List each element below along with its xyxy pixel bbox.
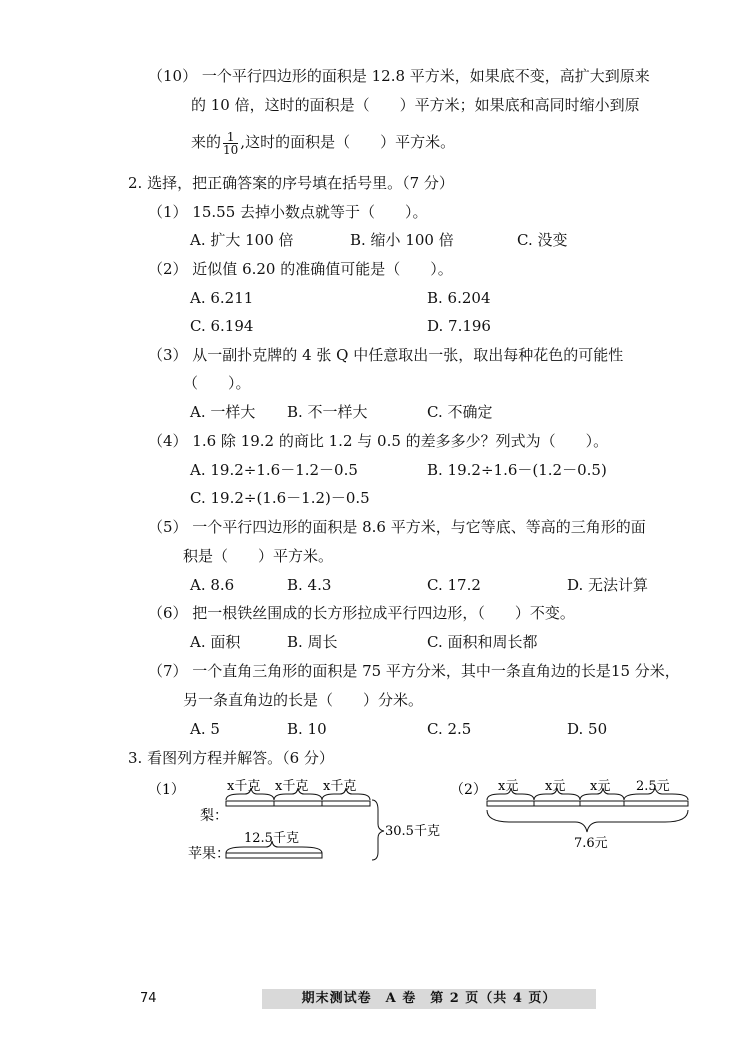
q2-7-text2: 另一条直角边的长是（ ）分米。 bbox=[183, 691, 424, 709]
q2-7-option-b: B. 10 bbox=[287, 720, 327, 738]
q2-1-text: （1） 15.55 去掉小数点就等于（ ）。 bbox=[148, 203, 428, 221]
fig2-total: 7.6元 bbox=[574, 836, 608, 851]
q2-6-option-a: A. 面积 bbox=[190, 633, 241, 651]
diagrams bbox=[0, 770, 738, 890]
fig2-x3: x元 bbox=[590, 779, 611, 794]
q2-4-option-b: B. 19.2÷1.6－(1.2－0.5) bbox=[427, 461, 607, 479]
pear-bar bbox=[226, 801, 370, 806]
footer-caption: 期末测试卷 A 卷 第 2 页（共 4 页） bbox=[262, 989, 596, 1009]
page-number: 74 bbox=[140, 991, 157, 1006]
q2-3-text: （3） 从一副扑克牌的 4 张 Q 中任意取出一张，取出每种花色的可能性 bbox=[148, 346, 624, 364]
q10-line3-pre: 来的 bbox=[191, 133, 222, 151]
q2-7-text: （7） 一个直角三角形的面积是 75 平方分米，其中一条直角边的长是15 分米， bbox=[148, 662, 680, 680]
fig1-apple-amount: 12.5千克 bbox=[244, 831, 299, 846]
q2-2-text: （2） 近似值 6.20 的准确值可能是（ ）。 bbox=[148, 260, 453, 278]
fraction bbox=[223, 131, 238, 156]
q2-3-option-b: B. 不一样大 bbox=[287, 403, 368, 421]
fig2-label: （2） bbox=[450, 782, 487, 798]
q2-7-option-a: A. 5 bbox=[190, 720, 220, 738]
q2-5-text2: 积是（ ）平方米。 bbox=[183, 547, 334, 565]
q2-4-option-c: C. 19.2÷(1.6－1.2)－0.5 bbox=[190, 489, 370, 507]
q10-line2: 的 10 倍，这时的面积是（ ）平方米；如果底和高同时缩小到原 bbox=[191, 96, 640, 114]
q2-7-option-c: C. 2.5 bbox=[427, 720, 472, 738]
q2-5-option-d: D. 无法计算 bbox=[567, 576, 649, 594]
section3-heading: 3. 看图列方程并解答。（6 分） bbox=[128, 749, 334, 767]
fig2-extra: 2.5元 bbox=[636, 779, 670, 794]
fig1-total: 30.5千克 bbox=[385, 824, 440, 839]
q2-5-option-a: A. 8.6 bbox=[190, 576, 235, 594]
q2-6-option-b: B. 周长 bbox=[287, 633, 338, 651]
q2-7-option-d: D. 50 bbox=[567, 720, 608, 738]
fig1-apple-label: 苹果： bbox=[188, 846, 230, 862]
q2-5-option-b: B. 4.3 bbox=[287, 576, 332, 594]
q2-6-text: （6） 把一根铁丝围成的长方形拉成平行四边形，（ ）不变。 bbox=[148, 604, 575, 622]
q2-2-option-d: D. 7.196 bbox=[427, 317, 491, 335]
section2-heading: 2. 选择，把正确答案的序号填在括号里。（7 分） bbox=[128, 174, 454, 192]
q10-line1: （10） 一个平行四边形的面积是 12.8 平方米，如果底不变，高扩大到原来 bbox=[148, 67, 650, 85]
fraction-numerator: 1 bbox=[223, 131, 238, 144]
fraction-denominator: 10 bbox=[223, 142, 239, 157]
fig1-x1: x千克 bbox=[227, 779, 261, 794]
q10-line3 bbox=[191, 127, 455, 157]
q2-3-text2: （ ）。 bbox=[183, 374, 251, 392]
q2-4-text: （4） 1.6 除 19.2 的商比 1.2 与 0.5 的差多多少？列式为（ ）。 bbox=[148, 432, 609, 450]
fig1-label: （1） bbox=[148, 782, 185, 798]
q10-line3-post: ,这时的面积是（ ）平方米。 bbox=[240, 133, 456, 151]
brace-total bbox=[372, 800, 384, 860]
q2-1-option-a: A. 扩大 100 倍 bbox=[190, 231, 294, 249]
q2-2-option-c: C. 6.194 bbox=[190, 317, 254, 335]
brace-fig2-total bbox=[487, 810, 688, 832]
fig2-x2: x元 bbox=[545, 779, 566, 794]
q2-2-option-a: A. 6.211 bbox=[190, 289, 254, 307]
q2-3-option-c: C. 不确定 bbox=[427, 403, 493, 421]
fig2-bar bbox=[487, 801, 688, 806]
q2-1-option-c: C. 没变 bbox=[517, 231, 568, 249]
q2-3-option-a: A. 一样大 bbox=[190, 403, 256, 421]
apple-bar bbox=[226, 853, 322, 858]
fig1-pear-label: 梨： bbox=[200, 808, 228, 824]
fig1-x3: x千克 bbox=[323, 779, 357, 794]
q2-2-option-b: B. 6.204 bbox=[427, 289, 491, 307]
q2-4-option-a: A. 19.2÷1.6－1.2－0.5 bbox=[190, 461, 358, 479]
q2-6-option-c: C. 面积和周长都 bbox=[427, 633, 538, 651]
fig2-x1: x元 bbox=[498, 779, 519, 794]
q2-5-option-c: C. 17.2 bbox=[427, 576, 481, 594]
q2-1-option-b: B. 缩小 100 倍 bbox=[350, 231, 454, 249]
q2-5-text: （5） 一个平行四边形的面积是 8.6 平方米，与它等底、等高的三角形的面 bbox=[148, 518, 646, 536]
fig1-x2: x千克 bbox=[275, 779, 309, 794]
